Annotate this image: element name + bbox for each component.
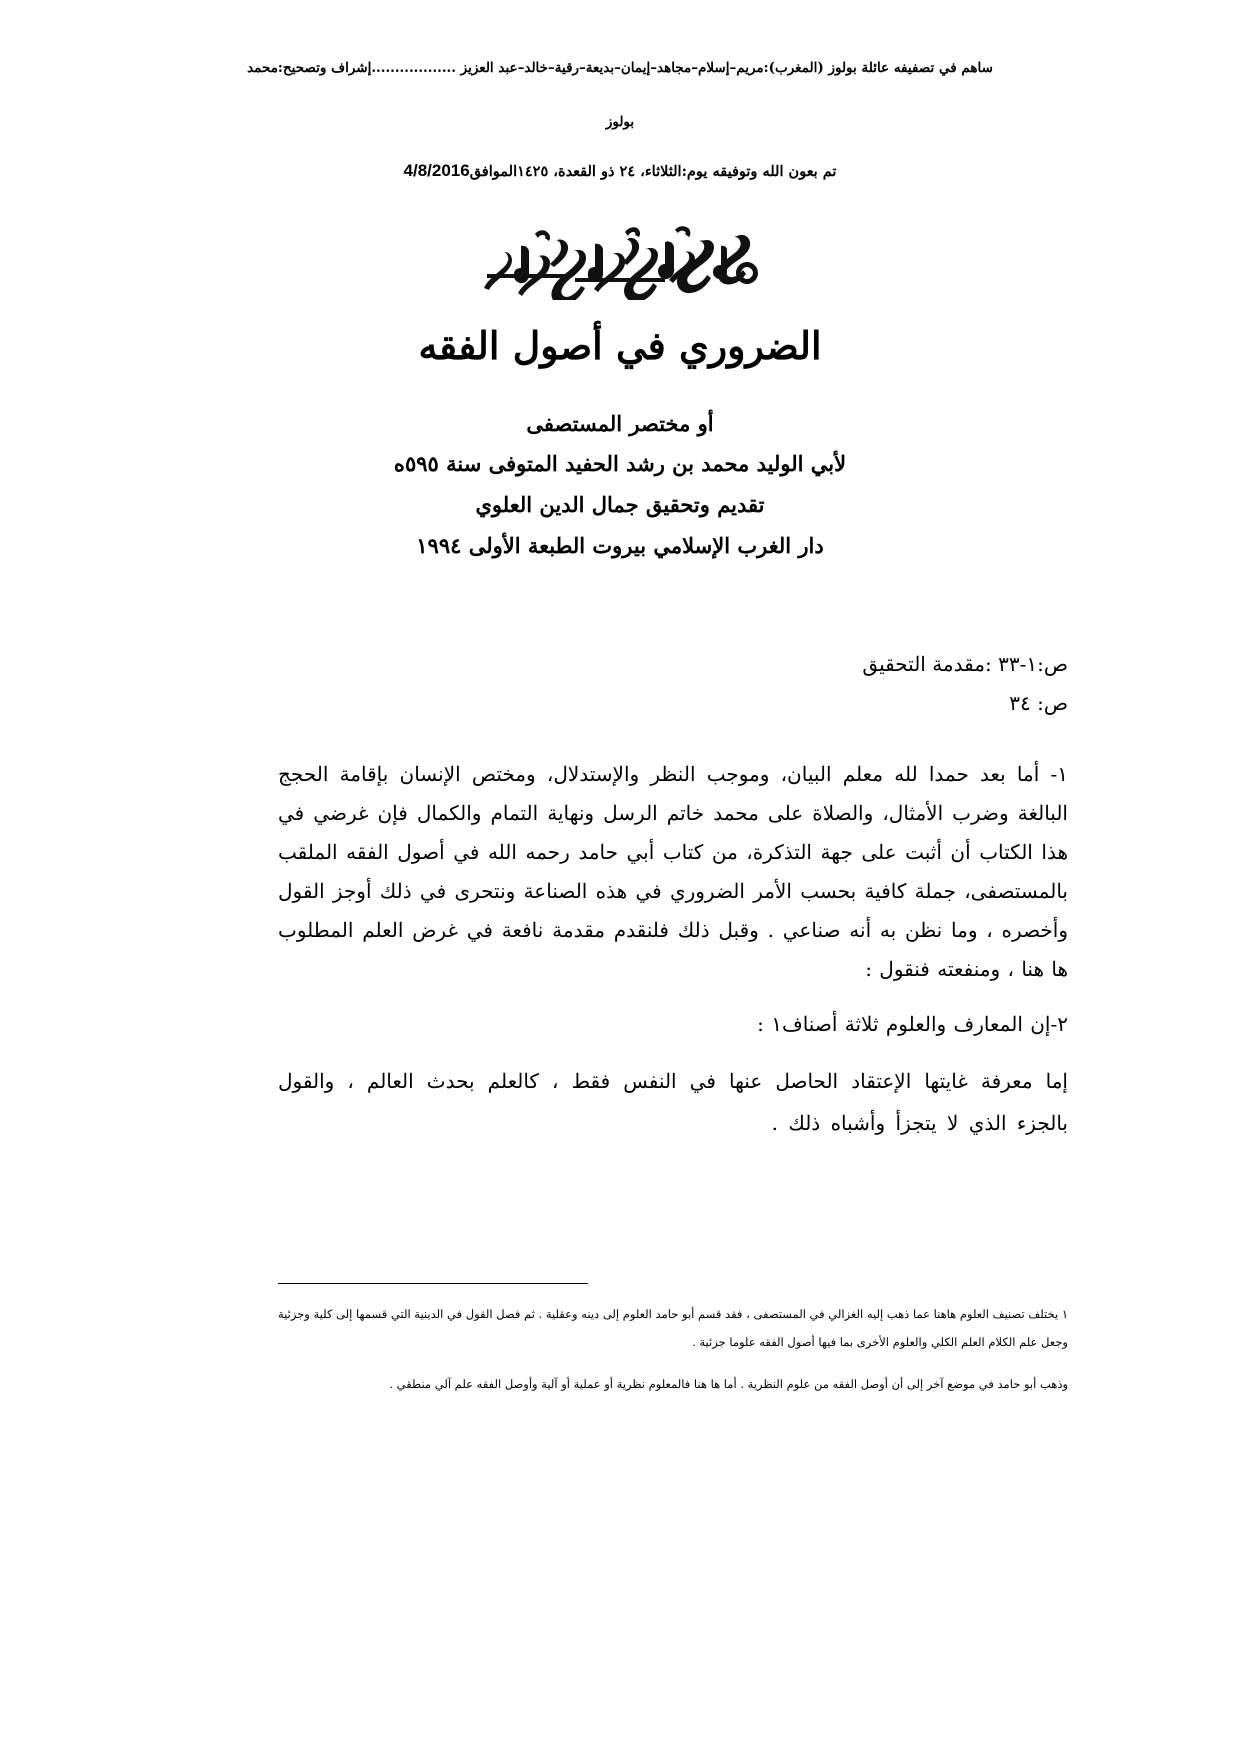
body-paragraph-1: ١- أما بعد حمدا لله معلم البيان، وموجب النظر والإستدلال، ومختص الإنسان بإقامة الحجج البالغة وضرب الأمثال، والصلاة على محمد خاتم الرسل ونهاية التمام والكمال فإن غرضي في هذا الكتاب أن أثبت على جهة التذكرة، من كتاب أبي حامد رحمه الله في أصول الفقه الملقب بالمستصفى، جملة كافية بحسب الأمر الضروري في هذه الصناعة ونتحرى في ذلك أوجز القول وأخصره ، وما نظن به أنه صناعي . وقبل ذلك فلنقدم مقدمة نافعة في غرض العلم المطلوب ها هنا ، ومنفعته فنقول : [278,762,1068,981]
header-credit-block [172,58,1068,130]
page-title: الضروري في أصول الفقه [418,323,822,368]
subtitle-publisher: دار الغرب الإسلامي بيروت الطبعة الأولى ١٩٩٤ [416,533,824,559]
footnote-block [278,1300,1068,1399]
footnote-1: ١ يختلف تصنيف العلوم هاهنا عما ذهب إليه الغزالي في المستصفى ، فقد قسم أبو حامد العلوم إلى دينه وعقلية . ثم فصل القول في الدينية التي قسمها إلى كلية وجزئية وجعل علم الكلام العلم الكلي والعلوم الأخرى بما فيها أصول الفقه علوما جزئية . [278,1307,1068,1350]
reference-current-page: ص: ٣٤ [1009,691,1068,715]
page-reference-block [278,645,1068,723]
body-text-block [278,755,1068,1150]
basmala-calligraphy-icon [0,222,1240,302]
body-paragraph-2: ٢-إن المعارف والعلوم ثلاثة أصناف١ : [757,1012,1068,1036]
contributors-credit-overflow: بولوز [605,114,635,131]
title-block [0,322,1240,567]
footnote-2: وذهب أبو حامد في موضع آخر إلى أن أوصل الفقه من علوم النظرية . أما ها هنا فالمعلوم نظرية أو عملية أو آلية وأوصل الفقه علم آلي منطقي . [389,1377,1068,1392]
subtitle-editor: تقديم وتحقيق جمال الدين العلوي [475,492,765,518]
body-paragraph-3: إما معرفة غايتها الإعتقاد الحاصل عنها في النفس فقط ، كالعلم بحدث العالم ، والقول بالجزء الذي لا يتجزأ وأشباه ذلك . [278,1069,1068,1135]
subtitle-alternate-name: أو مختصر المستصفى [526,410,714,436]
completion-date-line [172,161,1068,181]
completion-date-arabic: تم بعون الله وتوفيقه يوم:الثلاثاء، ٢٤ ذو القعدة، ١٤٢٥الموافق [469,163,837,180]
footnote-separator [278,1283,588,1284]
completion-date-gregorian: 4/8/2016 [403,161,470,180]
contributors-credit-line: ساهم في تصفيفه عائلة بولوز (المغرب):مريم–إسلام–مجاهد–إيمان–بديعة–رقية–خالد–عبد العزيز ..................إشراف وتصحيح:محمد [247,60,993,76]
subtitle-author: لأبي الوليد محمد بن رشد الحفيد المتوفى سنة ٥٩٥ه [393,451,847,477]
reference-introduction-pages: ص:١-٣٣ :مقدمة التحقيق [862,652,1068,676]
